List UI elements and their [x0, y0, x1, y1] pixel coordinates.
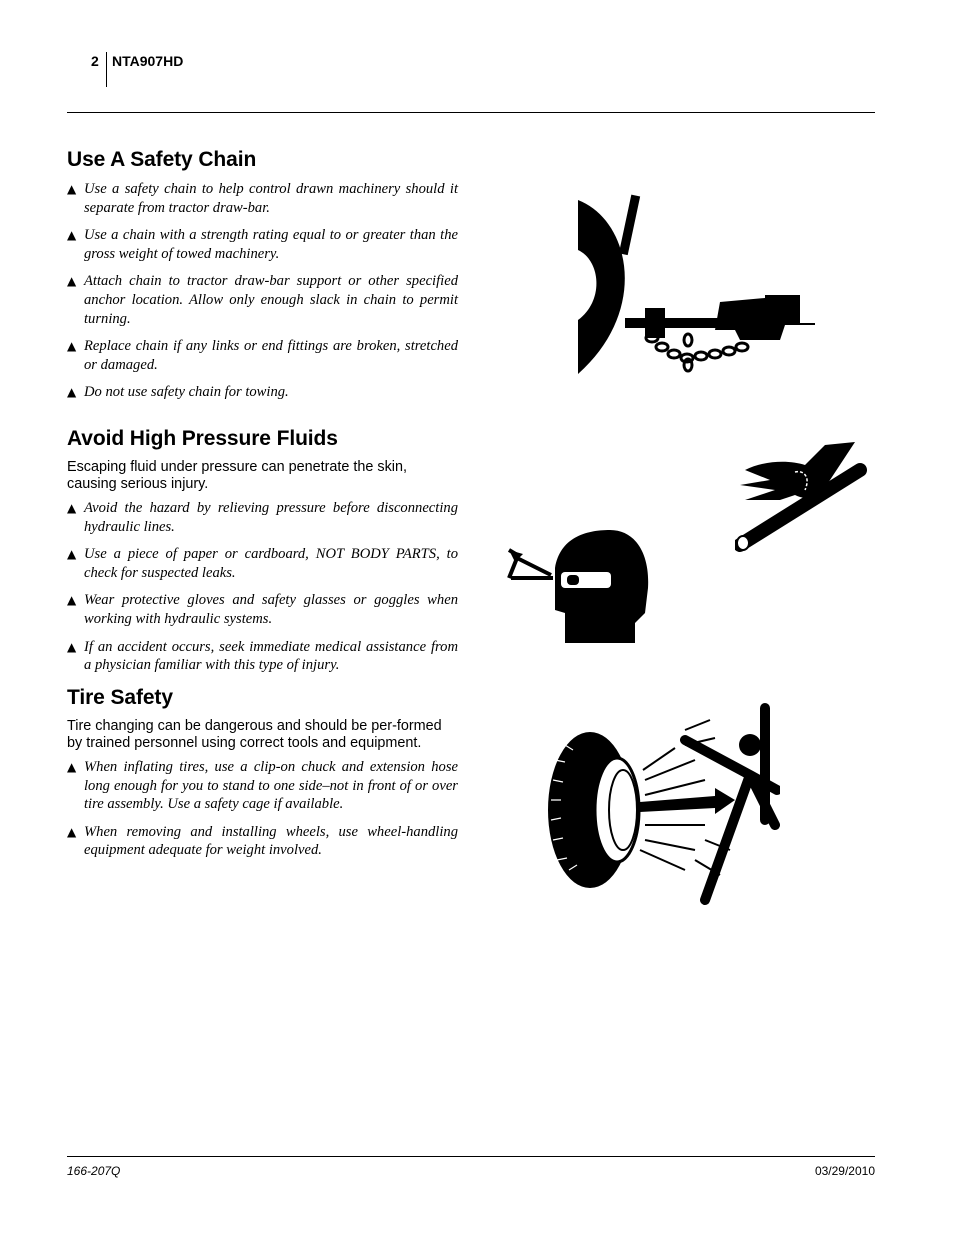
page-number: 2 [91, 53, 99, 69]
header-rule [67, 112, 875, 113]
section-intro: Tire changing can be dangerous and should be per-formed by trained personnel using correct tools and equipment. [67, 718, 442, 751]
list-item: ▲ When inflating tires, use a clip-on chuck and extension hose long enough for you to stand to one side–not in front of or over tire assembly. Use a safety cage if available. [67, 759, 458, 813]
section-safety-chain [67, 148, 458, 411]
document-date: 03/29/2010 [814, 1164, 875, 1178]
list-item: ▲ When removing and installing wheels, use wheel-handling equipment adequate for weight involved. [67, 823, 458, 859]
triangle-icon: ▲ [67, 760, 77, 774]
triangle-icon: ▲ [67, 228, 77, 243]
bullet-list [67, 180, 458, 402]
list-item: ▲ Wear protective gloves and safety glasses or goggles when working with hydraulic systems. [67, 592, 458, 627]
section-high-pressure [67, 427, 458, 684]
list-item: ▲ Use a piece of paper or cardboard, NOT BODY PARTS, to check for suspected leaks. [67, 546, 458, 581]
list-item: ▲ Attach chain to tractor draw-bar support or other specified anchor location. Allow only enough slack in chain to permit turning. [67, 273, 458, 327]
section-title: Tire Safety [67, 686, 173, 709]
tire-explosion-illustration [545, 700, 780, 910]
list-item: ▲ Use a chain with a strength rating equal to or greater than the gross weight of towed machinery. [67, 227, 458, 262]
triangle-icon: ▲ [67, 639, 77, 654]
list-item: ▲ Use a safety chain to help control drawn machinery should it separate from tractor draw-bar. [67, 181, 458, 216]
safety-chain-illustration [570, 190, 820, 380]
section-title: Use A Safety Chain [67, 148, 257, 171]
section-intro: Escaping fluid under pressure can penetrate the skin, causing serious injury. [67, 459, 407, 492]
triangle-icon: ▲ [67, 593, 77, 608]
header-divider [106, 52, 107, 87]
list-item: ▲ Replace chain if any links or end fittings are broken, stretched or damaged. [67, 338, 458, 373]
bullet-list [67, 499, 458, 675]
triangle-icon: ▲ [67, 547, 77, 562]
goggles-head-illustration [505, 528, 655, 648]
section-title: Avoid High Pressure Fluids [67, 427, 338, 450]
document-number: 166-207Q [67, 1164, 121, 1178]
hand-hose-illustration [735, 440, 870, 555]
list-item: ▲ If an accident occurs, seek immediate medical assistance from a physician familiar with this type of injury. [67, 638, 458, 674]
bullet-list [67, 758, 458, 860]
triangle-icon: ▲ [67, 501, 77, 515]
list-item: ▲ Avoid the hazard by relieving pressure before disconnecting hydraulic lines. [67, 500, 458, 535]
triangle-icon: ▲ [67, 824, 77, 839]
triangle-icon: ▲ [67, 274, 77, 289]
triangle-icon: ▲ [67, 339, 77, 354]
triangle-icon: ▲ [67, 385, 77, 400]
model-name: NTA907HD [112, 53, 184, 69]
footer-rule [67, 1156, 875, 1157]
triangle-icon: ▲ [67, 182, 77, 196]
list-item: ▲ Do not use safety chain for towing. [67, 384, 289, 401]
section-tire-safety [67, 686, 458, 869]
